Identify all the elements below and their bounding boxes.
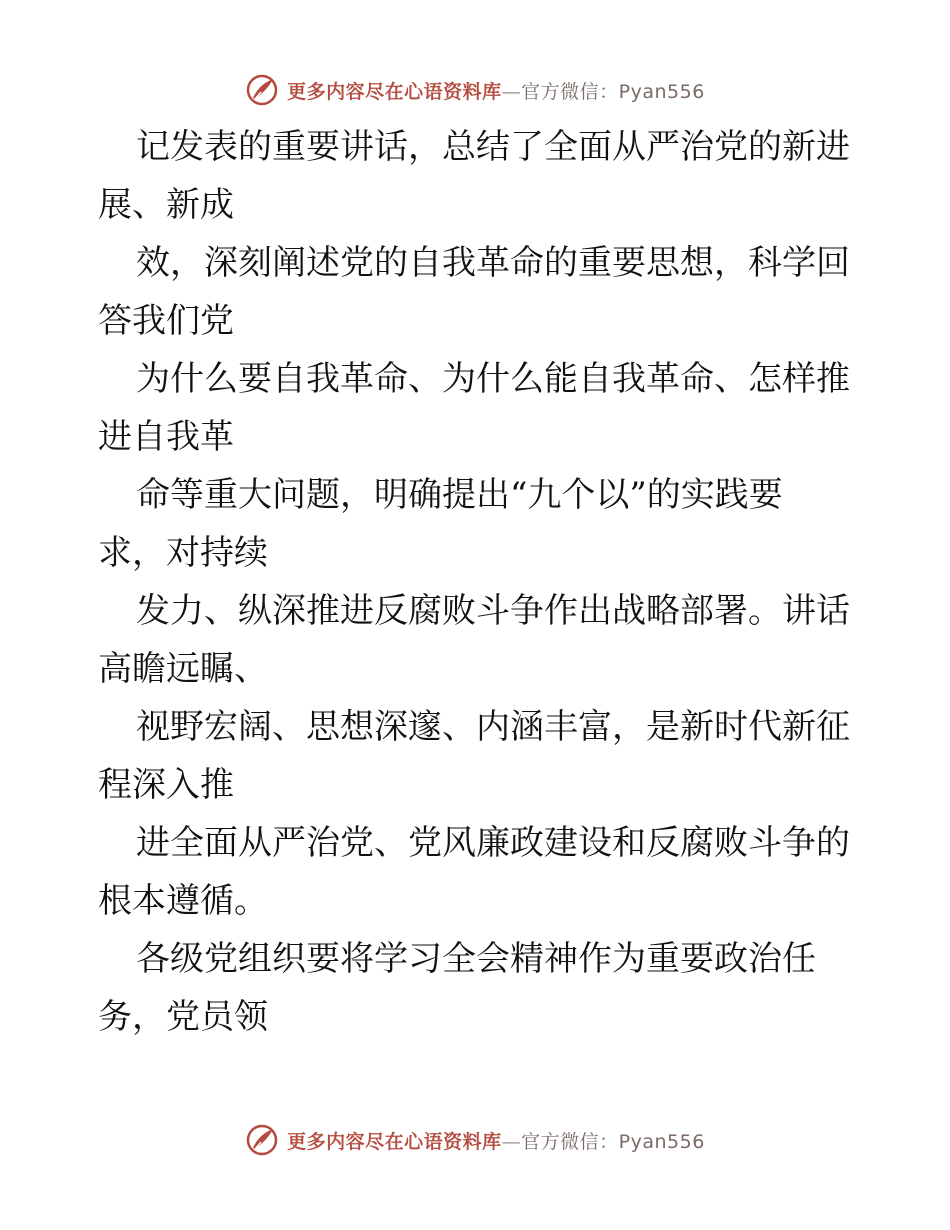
- text-line: 效，深刻阐述党的自我革命的重要思想，科学回: [136, 243, 850, 283]
- footer-wechat: 官方微信：Pyan556: [521, 1130, 705, 1153]
- text-line: 为什么要自我革命、为什么能自我革命、怎样推: [136, 359, 850, 399]
- footer-brand: 更多内容尽在心语资料库: [287, 1130, 502, 1153]
- header-banner: [0, 68, 950, 112]
- text-line: 视野宏阔、思想深邃、内涵丰富，是新时代新征: [136, 707, 850, 747]
- text-line: 高瞻远瞩、: [98, 649, 268, 689]
- quill-pen-logo-icon: [245, 1123, 279, 1157]
- text-line: 答我们党: [98, 301, 234, 341]
- text-line: 程深入推: [98, 765, 234, 805]
- text-line: 发力、纵深推进反腐败斗争作出战略部署。讲话: [136, 591, 850, 631]
- text-line: 务，党员领: [98, 997, 268, 1037]
- quill-pen-logo-icon: [245, 73, 279, 107]
- header-banner-text: [287, 77, 705, 104]
- header-brand: 更多内容尽在心语资料库: [287, 80, 502, 103]
- header-separator: —: [501, 80, 522, 103]
- header-wechat: 官方微信：Pyan556: [521, 80, 705, 103]
- text-line: 根本遵循。: [98, 881, 268, 921]
- text-line: 记发表的重要讲话，总结了全面从严治党的新进: [136, 127, 850, 167]
- text-line: 展、新成: [98, 185, 234, 225]
- text-line: 各级党组织要将学习全会精神作为重要政治任: [136, 939, 816, 979]
- text-line: 进全面从严治党、党风廉政建设和反腐败斗争的: [136, 823, 850, 863]
- text-line: 求，对持续: [98, 533, 268, 573]
- footer-banner: [0, 1118, 950, 1162]
- footer-separator: —: [501, 1130, 522, 1153]
- footer-banner-text: [287, 1127, 705, 1154]
- document-body: [98, 118, 858, 1046]
- text-line: 命等重大问题，明确提出“九个以”的实践要: [136, 475, 783, 515]
- text-line: 进自我革: [98, 417, 234, 457]
